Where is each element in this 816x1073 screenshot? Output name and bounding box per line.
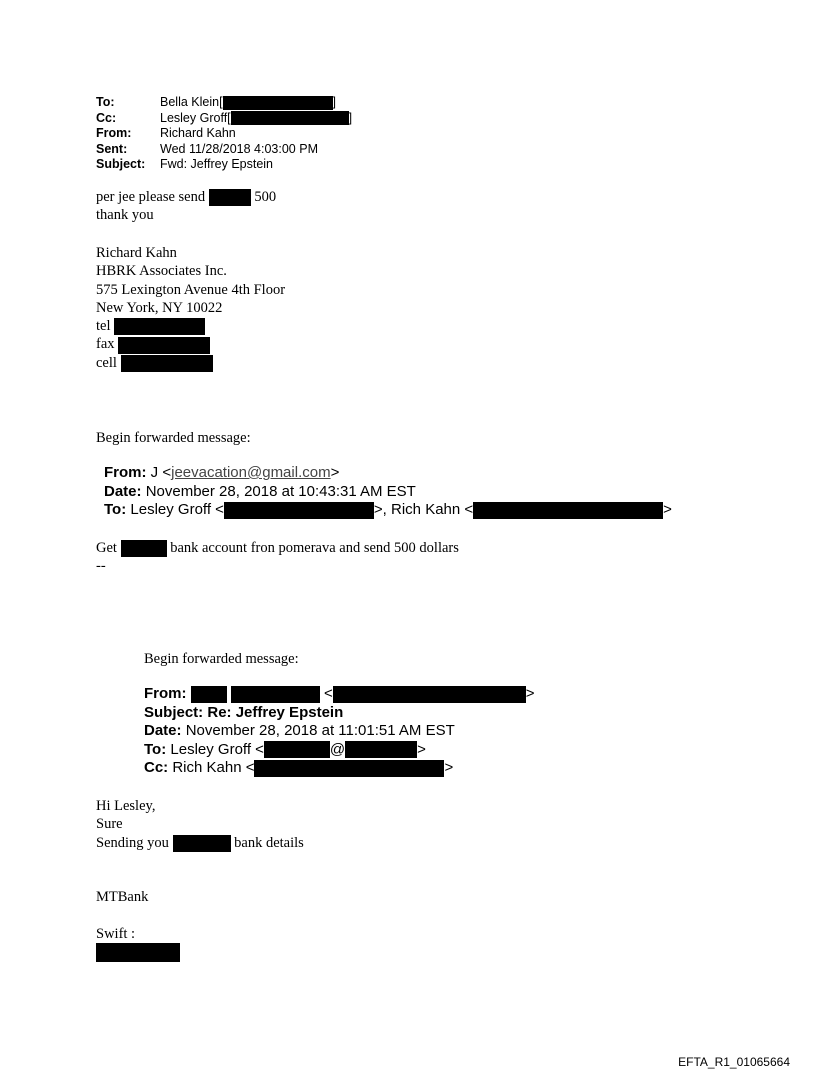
message-line-2: thank you — [96, 207, 154, 224]
forward-1-body-line — [96, 539, 459, 557]
forward-1-to-pre: Lesley Groff < — [130, 501, 224, 518]
header-sent-value: Wed 11/28/2018 4:03:00 PM — [160, 141, 318, 156]
forward-2-from-lt: < — [324, 685, 333, 702]
forward-2-to-post: > — [417, 740, 426, 758]
header-to-label: To: — [96, 95, 115, 109]
forward-2-subject-row — [144, 704, 535, 723]
forward-1-to-mid: >, Rich Kahn < — [373, 501, 474, 518]
forward-1-from-label: From: — [104, 464, 147, 481]
redaction-block — [118, 337, 210, 354]
header-from-row — [96, 126, 352, 142]
message-line-1-post: 500 — [254, 189, 277, 205]
signature-company: HBRK Associates Inc. — [96, 263, 227, 280]
signature-tel — [96, 317, 285, 335]
signature-address-1: 575 Lexington Avenue 4th Floor — [96, 281, 286, 298]
redaction-block — [224, 502, 374, 519]
forward-2-from-row — [144, 685, 535, 704]
forward-2-date-row — [144, 722, 535, 741]
redaction-block — [114, 318, 205, 335]
redaction-block — [231, 111, 349, 125]
forward-1-from-post: > — [330, 464, 340, 481]
forward-2-to-at: @ — [329, 740, 346, 758]
header-cc-close: ] — [348, 110, 353, 125]
signature-name: Richard Kahn — [96, 245, 177, 261]
redaction-block — [173, 835, 231, 852]
email-header — [96, 95, 352, 173]
reply-swift-label: Swift : — [96, 926, 136, 942]
redaction-block — [223, 96, 333, 110]
forward-1-body-post: bank account fron pomerava and send 500 dollars — [170, 540, 459, 556]
forward-1-header — [104, 464, 672, 520]
redaction-block — [264, 741, 330, 758]
forward-1-date-value: November 28, 2018 at 10:43:31 AM EST — [145, 482, 416, 500]
reply-line-2: Sure — [96, 816, 123, 833]
signature-address-2: New York, NY 10022 — [96, 299, 223, 316]
reply-bank: MTBank — [96, 889, 149, 905]
forward-2-to-pre: Lesley Groff < — [170, 740, 264, 758]
forward-2-from-gt: > — [525, 685, 535, 702]
forward-1-from-row — [104, 464, 672, 483]
redaction-block — [345, 741, 417, 758]
redaction-block — [209, 189, 251, 206]
header-cc-label: Cc: — [96, 110, 117, 125]
message-body — [96, 188, 276, 225]
forward-1-body — [96, 539, 459, 576]
signature-tel-label: tel — [96, 318, 111, 335]
forward-1-to-label: To: — [104, 501, 127, 518]
forward-2-cc-label: Cc: — [144, 759, 169, 776]
signature — [96, 244, 285, 372]
header-from-value: Richard Kahn — [160, 126, 236, 140]
reply-greeting: Hi Lesley, — [96, 798, 156, 814]
header-subject-label: Subject: — [96, 157, 146, 171]
forward-2-to-label: To: — [144, 740, 167, 758]
redaction-block — [121, 355, 213, 372]
forward-2-to-row — [144, 741, 535, 760]
redaction-block — [96, 943, 180, 962]
forward-2-from-label: From: — [144, 685, 187, 702]
redaction-block — [231, 686, 320, 703]
forward-2-date-label: Date: — [144, 722, 182, 739]
forward-1-sig-separator: -- — [96, 558, 106, 575]
reply-swift-value — [96, 943, 180, 962]
forward-1-date-label: Date: — [104, 482, 142, 500]
reply-body — [96, 797, 304, 852]
header-to-close: ] — [332, 95, 337, 109]
document-id: EFTA_R1_01065664 — [678, 1055, 790, 1069]
redaction-block — [473, 502, 663, 519]
reply-line-3-pre: Sending you — [96, 834, 169, 851]
header-to-value: Bella Klein[ — [160, 95, 223, 109]
forward-1-intro: Begin forwarded message: — [96, 430, 251, 446]
forward-2-header — [144, 685, 535, 778]
header-sent-label: Sent: — [96, 141, 128, 156]
reply-line-3 — [96, 834, 304, 852]
header-sent-row — [96, 142, 352, 158]
forward-1-date-row — [104, 483, 672, 502]
header-subject-row — [96, 157, 352, 173]
forward-2-subject-label: Subject: — [144, 703, 204, 721]
header-from-label: From: — [96, 126, 132, 140]
redaction-block — [121, 540, 167, 557]
message-line-1 — [96, 188, 276, 206]
forward-1-to-post: > — [663, 501, 672, 518]
reply-line-3-post: bank details — [234, 834, 304, 851]
signature-fax — [96, 335, 285, 353]
forward-2-intro: Begin forwarded message: — [144, 651, 299, 667]
redaction-block — [254, 760, 444, 777]
forward-1-from-pre: J < — [150, 464, 172, 481]
forward-1-from-email-link[interactable]: jeevacation@gmail.com — [171, 464, 331, 481]
header-to-row — [96, 95, 352, 111]
forward-2-cc-row — [144, 759, 535, 778]
forward-2-cc-pre: Rich Kahn < — [172, 759, 255, 776]
signature-fax-label: fax — [96, 336, 115, 353]
forward-2-cc-post: > — [444, 759, 454, 776]
redaction-block — [333, 686, 526, 703]
forward-1-body-pre: Get — [96, 540, 117, 556]
forward-2-subject-value: Re: Jeffrey Epstein — [207, 703, 344, 721]
forward-2-date-value: November 28, 2018 at 11:01:51 AM EST — [185, 722, 455, 739]
header-cc-value: Lesley Groff[ — [160, 110, 231, 125]
redaction-block — [191, 686, 227, 703]
signature-cell-label: cell — [96, 354, 117, 371]
header-cc-row — [96, 111, 352, 127]
signature-cell — [96, 354, 285, 372]
message-line-1-pre: per jee please send — [96, 189, 206, 205]
reply-swift — [96, 925, 180, 962]
forward-1-to-row — [104, 501, 672, 520]
header-subject-value: Fwd: Jeffrey Epstein — [160, 157, 274, 171]
